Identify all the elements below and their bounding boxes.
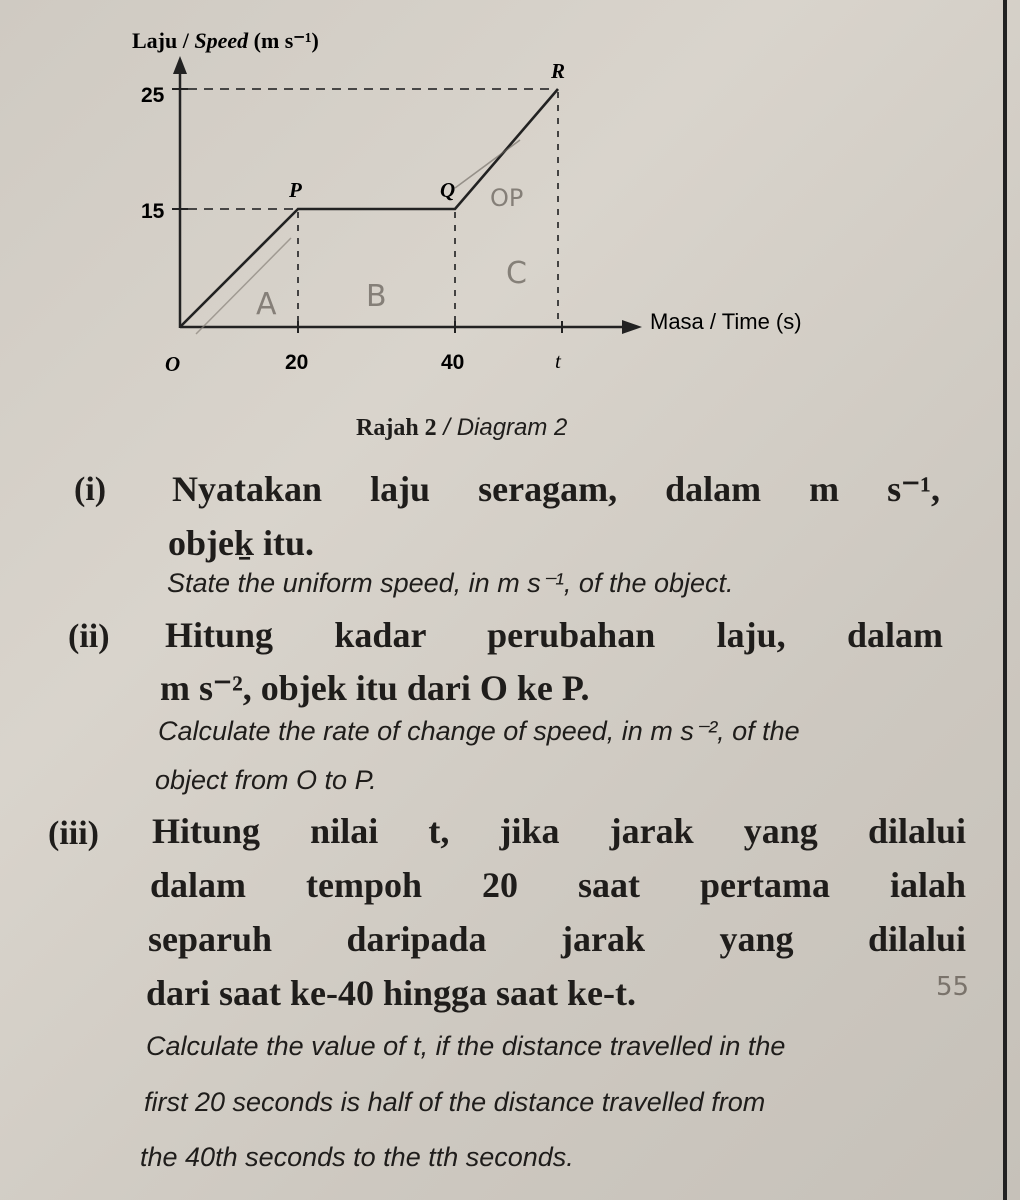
point-label-r: R (551, 59, 566, 83)
question-text-english: Calculate the value of t, if the distance travelled in the (146, 1031, 786, 1061)
question-text-malay: Nyatakan laju seragam, dalam m s⁻¹, (172, 469, 940, 509)
y-axis-arrowhead (173, 56, 187, 74)
point-label-p: P (289, 178, 302, 202)
y-tick-label-25: 25 (141, 84, 165, 107)
speed-time-diagram (0, 0, 1020, 460)
question-text-english: first 20 seconds is half of the distance travelled from (144, 1087, 766, 1117)
question-text-malay: dari saat ke-40 hingga saat ke-t. (146, 973, 637, 1013)
pencil-stroke (196, 238, 291, 334)
x-tick-label-20: 20 (285, 351, 309, 374)
handwritten-margin-note: 55 (936, 972, 970, 1002)
handwritten-label-a: A (256, 287, 277, 322)
y-tick-label-15: 15 (141, 200, 165, 223)
point-label-q: Q (440, 178, 456, 202)
page-border-line (1003, 0, 1007, 1200)
handwritten-label-op: OP (490, 184, 524, 212)
question-text-malay: dalam tempoh 20 saat pertama ialah (150, 865, 966, 905)
handwritten-label-c: C (506, 256, 527, 291)
question-text-malay: separuh daripada jarak yang dilalui (148, 919, 966, 959)
pencil-stroke (455, 140, 520, 188)
diagram-caption: Rajah 2 / Diagram 2 (356, 414, 568, 441)
question-text-english: object from O to P. (155, 765, 377, 795)
question-text-english: State the uniform speed, in m s⁻¹, of the object. (167, 568, 734, 598)
x-tick-label-t: t (555, 349, 561, 373)
question-text-malay: Hitung nilai t, jika jarak yang dilalui (152, 811, 966, 851)
question-text-english: the 40th seconds to the tth seconds. (140, 1142, 574, 1172)
question-number: (i) (74, 471, 107, 508)
origin-label: O (165, 352, 181, 376)
question-number: (ii) (68, 618, 110, 655)
handwritten-label-b: B (366, 279, 387, 314)
x-axis-arrowhead (622, 320, 642, 334)
x-tick-label-40: 40 (441, 351, 465, 374)
question-text-english: Calculate the rate of change of speed, in m s⁻², of the (158, 716, 800, 746)
question-text-malay: m s⁻², objek itu dari O ke P. (160, 668, 590, 708)
x-axis-title: Masa / Time (s) (650, 309, 802, 334)
question-text-malay: Hitung kadar perubahan laju, dalam (165, 615, 943, 655)
question-text-malay: objeḵ itu. (168, 523, 315, 563)
y-axis-title: Laju / Speed (m s⁻¹) (132, 28, 319, 53)
question-number: (iii) (48, 815, 99, 852)
